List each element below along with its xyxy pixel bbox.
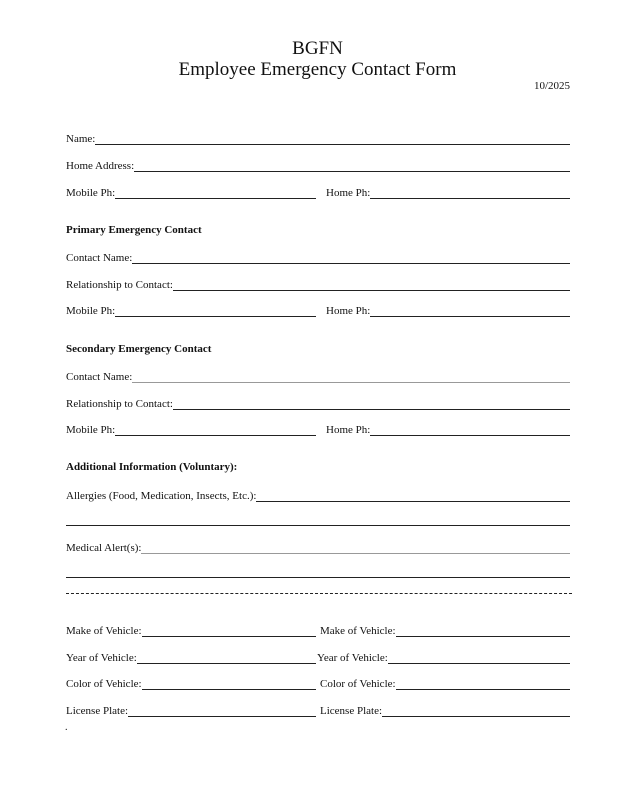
additional-info-heading: Additional Information (Voluntary): [66,461,238,473]
vehicle2-year-label: Year of Vehicle: [317,652,388,664]
vehicle1-color-field[interactable] [66,674,316,690]
vehicle-color-row [66,674,570,690]
secondary-contact-heading: Secondary Emergency Contact [66,343,212,355]
form-title: Employee Emergency Contact Form [178,59,457,80]
primary-relationship-field[interactable] [66,275,570,291]
vehicle-year-row [66,648,570,664]
vehicle1-make-label: Make of Vehicle: [66,625,142,637]
secondary-mobile-label: Mobile Ph: [66,424,116,436]
form-revision-date: 10/2025 [533,80,570,92]
home-address-field[interactable] [66,156,570,172]
secondary-relationship-field[interactable] [66,394,570,410]
license-plate-row [66,701,570,717]
secondary-relationship-line[interactable] [173,397,570,410]
allergies-field[interactable] [66,486,570,502]
vehicle2-color-line[interactable] [396,677,570,690]
secondary-home-phone-field[interactable] [326,420,570,436]
primary-relationship-line[interactable] [173,278,570,291]
employee-home-phone-field[interactable] [326,183,570,199]
primary-contact-name-label: Contact Name: [66,252,133,264]
secondary-home-phone-line[interactable] [370,423,570,436]
employee-name-field[interactable] [66,129,570,145]
medical-alert-extra-line[interactable] [66,577,570,578]
vehicle2-color-label: Color of Vehicle: [320,678,396,690]
vehicle2-plate-field[interactable] [320,701,570,717]
vehicle2-plate-line[interactable] [382,704,570,717]
vehicle1-color-line[interactable] [142,677,316,690]
vehicle1-make-field[interactable] [66,621,316,637]
primary-relationship-label: Relationship to Contact: [66,279,173,291]
medical-alert-label: Medical Alert(s): [66,542,142,554]
allergies-extra-line[interactable] [66,525,570,526]
employee-mobile-label: Mobile Ph: [66,187,116,199]
secondary-mobile-field[interactable] [66,420,316,436]
secondary-contact-name-label: Contact Name: [66,371,133,383]
primary-mobile-field[interactable] [66,301,316,317]
vehicle1-plate-label: License Plate: [66,705,129,717]
secondary-phone-row [66,420,570,436]
vehicle1-year-label: Year of Vehicle: [66,652,137,664]
primary-home-phone-line[interactable] [370,304,570,317]
secondary-relationship-label: Relationship to Contact: [66,398,173,410]
cut-line-divider [66,593,572,594]
employee-mobile-field[interactable] [66,183,316,199]
allergies-line[interactable] [256,489,570,502]
vehicle2-make-label: Make of Vehicle: [320,625,396,637]
footer-mark: . [65,722,68,733]
vehicle1-color-label: Color of Vehicle: [66,678,142,690]
employee-home-phone-label: Home Ph: [326,187,371,199]
primary-contact-name-line[interactable] [132,251,570,264]
organization-name: BGFN [292,38,343,59]
primary-contact-name-field[interactable] [66,248,570,264]
vehicle2-year-line[interactable] [388,651,570,664]
employee-name-line[interactable] [95,132,570,145]
vehicle1-year-line[interactable] [137,651,316,664]
vehicle-make-row [66,621,570,637]
allergies-label: Allergies (Food, Medication, Insects, Etc.): [66,490,257,502]
vehicle2-year-field[interactable] [317,648,570,664]
primary-mobile-line[interactable] [115,304,316,317]
medical-alert-field[interactable] [66,538,570,554]
vehicle1-year-field[interactable] [66,648,316,664]
vehicle2-make-field[interactable] [320,621,570,637]
primary-contact-heading: Primary Emergency Contact [66,224,202,236]
employee-name-label: Name: [66,133,96,145]
vehicle2-color-field[interactable] [320,674,570,690]
primary-mobile-label: Mobile Ph: [66,305,116,317]
secondary-contact-name-field[interactable] [66,367,570,383]
vehicle1-plate-field[interactable] [66,701,316,717]
secondary-contact-name-line[interactable] [132,370,570,383]
employee-home-phone-line[interactable] [370,186,570,199]
employee-mobile-line[interactable] [115,186,316,199]
primary-phone-row [66,301,570,317]
employee-phone-row [66,183,570,199]
vehicle1-make-line[interactable] [142,624,316,637]
primary-home-phone-field[interactable] [326,301,570,317]
medical-alert-line[interactable] [141,541,570,554]
vehicle2-plate-label: License Plate: [320,705,383,717]
vehicle2-make-line[interactable] [396,624,570,637]
primary-home-phone-label: Home Ph: [326,305,371,317]
vehicle1-plate-line[interactable] [128,704,316,717]
home-address-label: Home Address: [66,160,135,172]
home-address-line[interactable] [134,159,570,172]
secondary-home-phone-label: Home Ph: [326,424,371,436]
secondary-mobile-line[interactable] [115,423,316,436]
